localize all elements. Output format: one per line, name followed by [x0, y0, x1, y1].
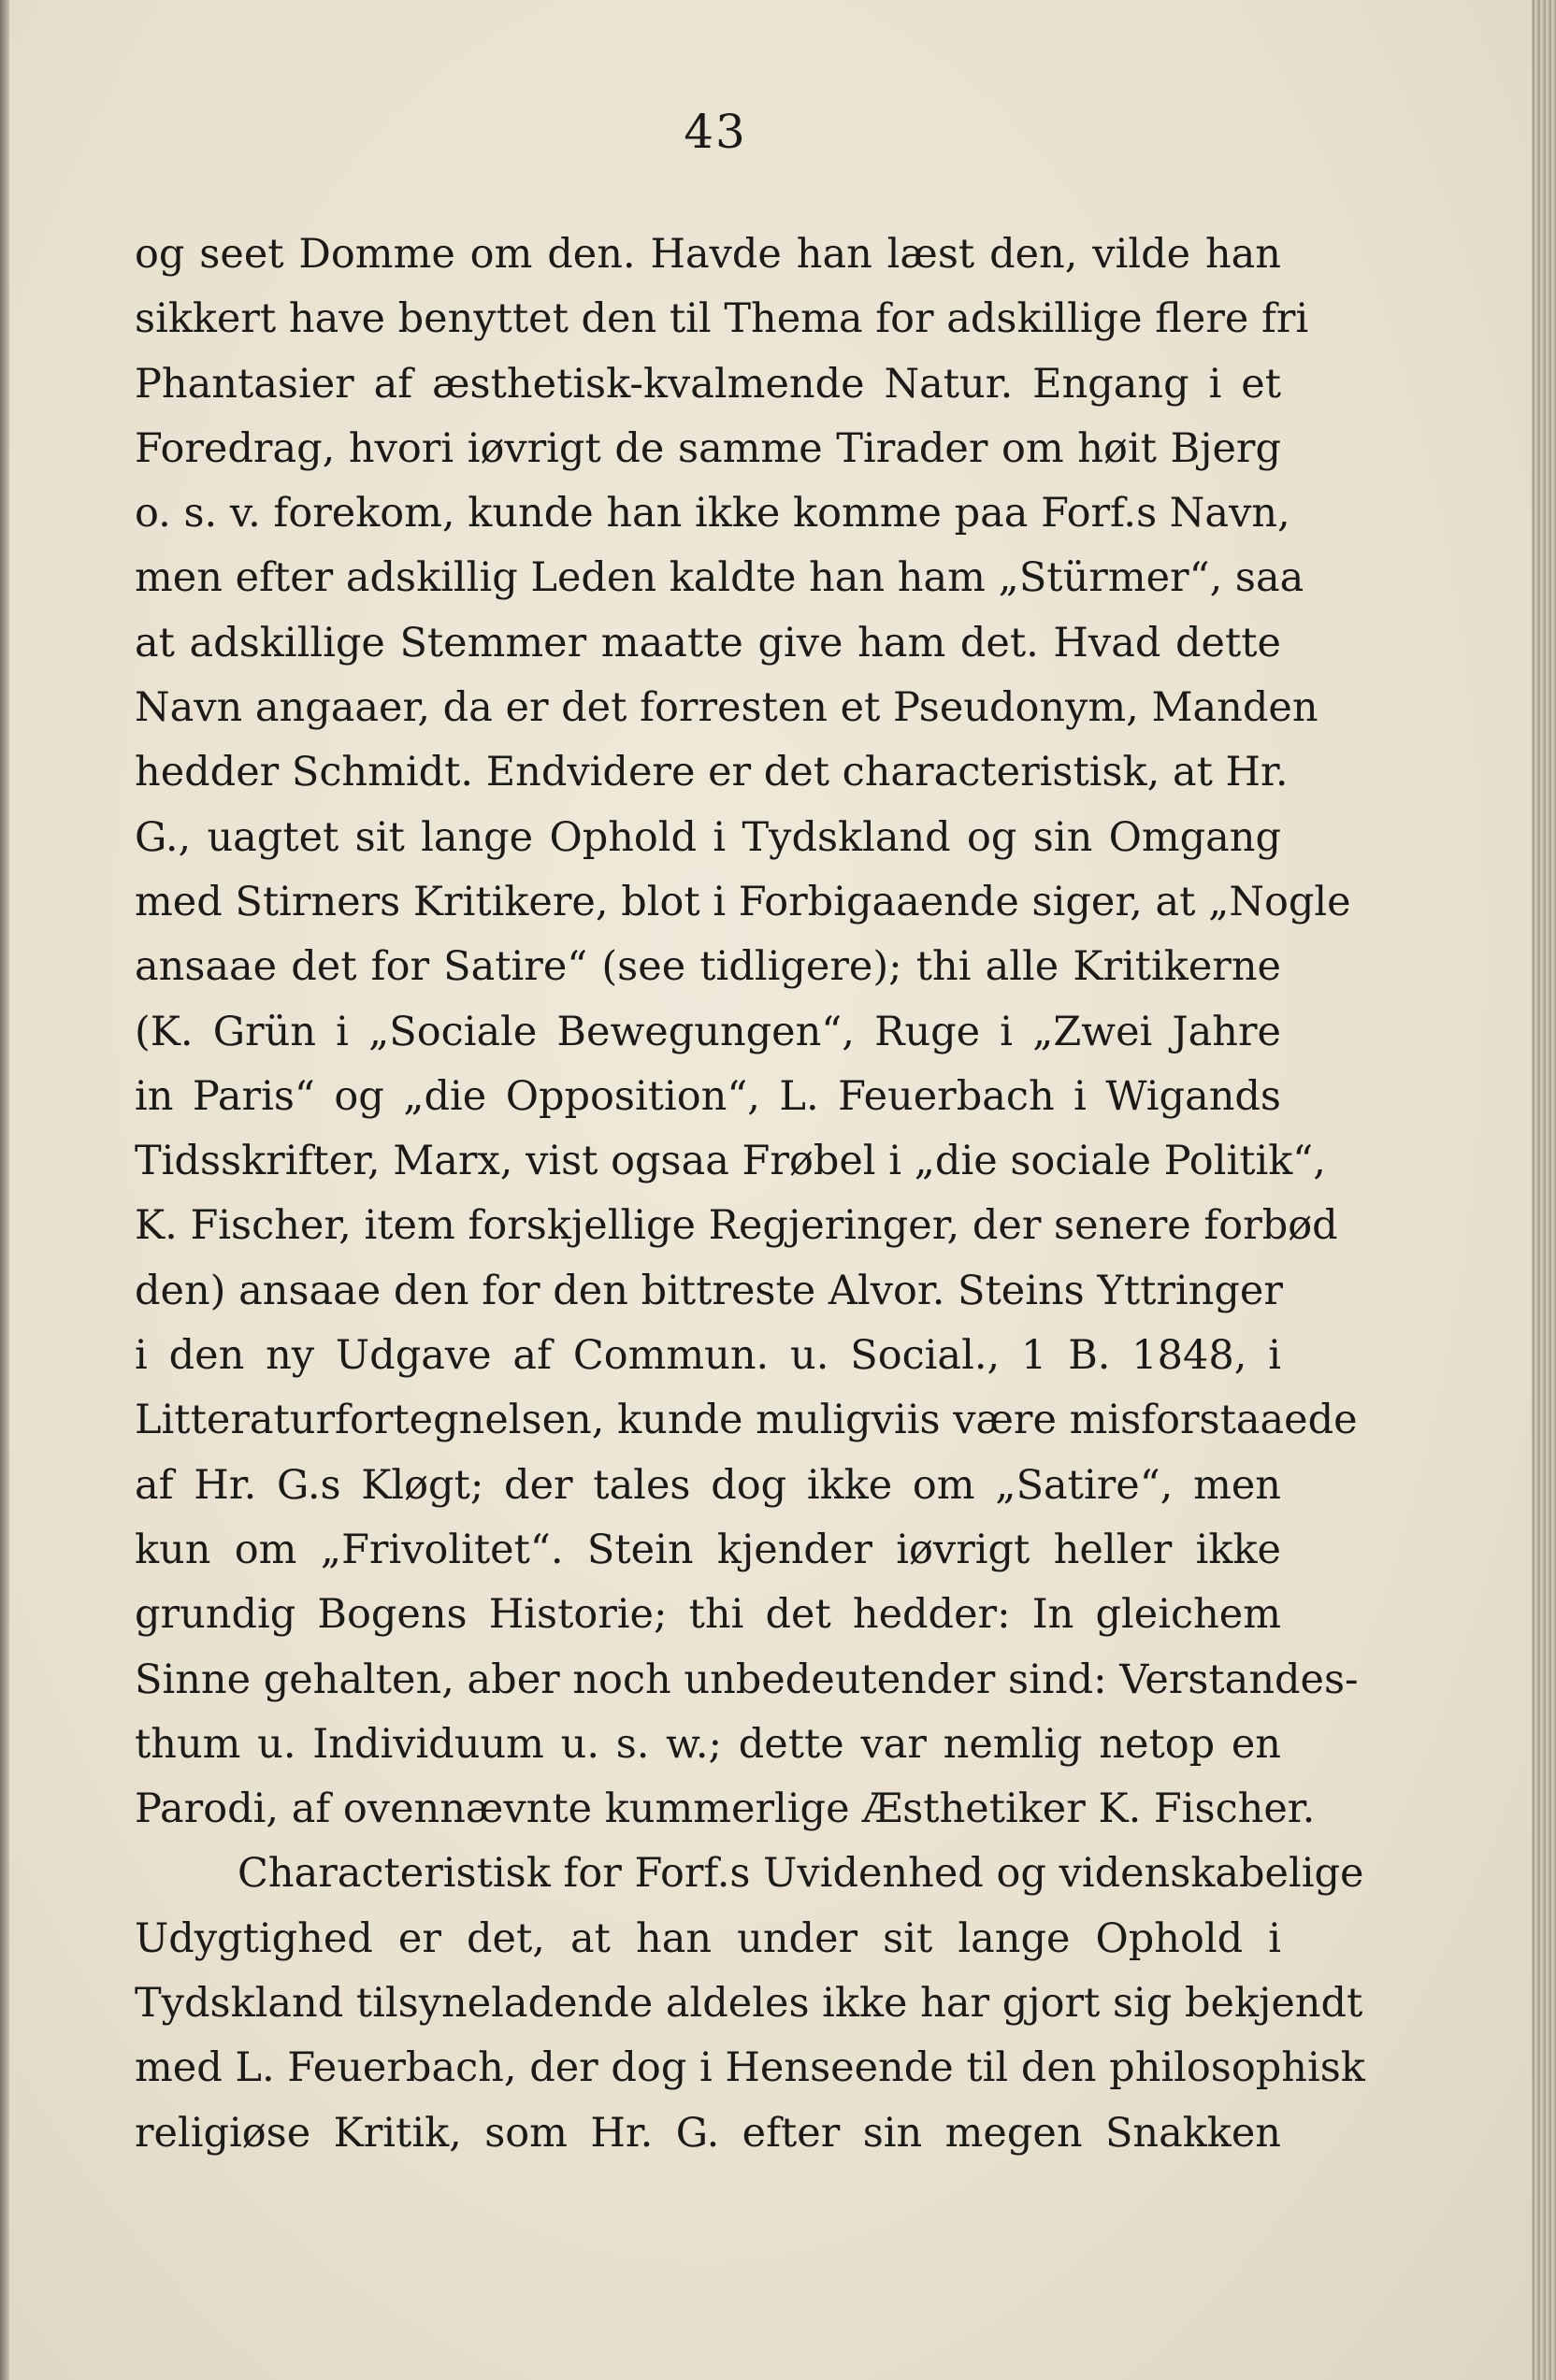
text-line-paragraph-end: Parodi, af ovennævnte kummerlige Æsthetiker K. Fischer. — [135, 1785, 1316, 1833]
text-line: med L. Feuerbach, der dog i Henseende til den philosophisk — [135, 2044, 1365, 2092]
text-line: Sinne gehalten, aber noch unbedeutender sind: Verstandes- — [135, 1656, 1359, 1703]
text-line: (K. Grün i „Sociale Bewegungen“, Ruge i „Zwei Jahre — [135, 1008, 1281, 1055]
text-line-paragraph-start: Characteristisk for Forf.s Uvidenhed og videnskabelige — [238, 1850, 1364, 1898]
text-line: thum u. Individuum u. s. w.; dette var nemlig netop en — [135, 1720, 1281, 1768]
text-line: sikkert have benyttet den til Thema for adskillige flere fri — [135, 295, 1309, 343]
text-line: Litteraturfortegnelsen, kunde muligviis være misforstaaede — [135, 1397, 1358, 1444]
body-text — [135, 222, 1365, 2166]
page-left-edge — [0, 0, 9, 2380]
text-line: religiøse Kritik, som Hr. G. efter sin megen Snakken — [135, 2109, 1281, 2157]
text-line: men efter adskillig Leden kaldte han ham „Stürmer“, saa — [135, 554, 1304, 602]
text-line: kun om „Frivolitet“. Stein kjender iøvrigt heller ikke — [135, 1526, 1281, 1573]
text-line: Foredrag, hvori iøvrigt de samme Tirader om høit Bjerg — [135, 424, 1281, 472]
text-line: Tidsskrifter, Marx, vist ogsaa Frøbel i „die sociale Politik“, — [135, 1138, 1326, 1185]
text-line: og seet Domme om den. Havde han læst den, vilde han — [135, 231, 1281, 278]
page-number: 43 — [684, 105, 747, 159]
text-line: hedder Schmidt. Endvidere er det characteristisk, at Hr. — [135, 749, 1289, 796]
text-line: af Hr. G.s Kløgt; der tales dog ikke om „Satire“, men — [135, 1461, 1281, 1509]
text-line: at adskillige Stemmer maatte give ham det. Hvad dette — [135, 619, 1281, 667]
text-line: o. s. v. forekom, kunde han ikke komme paa Forf.s Navn, — [135, 490, 1290, 538]
text-line: grundig Bogens Historie; thi det hedder: In gleichem — [135, 1591, 1281, 1639]
text-line: in Paris“ og „die Opposition“, L. Feuerbach i Wigands — [135, 1072, 1281, 1120]
text-line: G., uagtet sit lange Ophold i Tydskland og sin Omgang — [135, 813, 1281, 861]
page-right-edge — [1532, 0, 1556, 2380]
text-line: Navn angaaer, da er det forresten et Pseudonym, Manden — [135, 684, 1318, 732]
text-line: i den ny Udgave af Commun. u. Social., 1 B. 1848, i — [135, 1332, 1281, 1380]
text-line: K. Fischer, item forskjellige Regjeringer, der senere forbød — [135, 1202, 1338, 1250]
text-line: Tydskland tilsyneladende aldeles ikke har gjort sig bekjendt — [135, 1980, 1363, 2028]
text-line: den) ansaae den for den bittreste Alvor. Steins Yttringer — [135, 1267, 1283, 1314]
text-line: Phantasier af æsthetisk-kvalmende Natur. Engang i et — [135, 360, 1281, 408]
text-line: Udygtighed er det, at han under sit lange Ophold i — [135, 1914, 1281, 1962]
text-line: ansaae det for Satire“ (see tidligere); thi alle Kritikerne — [135, 943, 1281, 991]
text-line: med Stirners Kritikere, blot i Forbigaaende siger, at „Nogle — [135, 878, 1351, 925]
